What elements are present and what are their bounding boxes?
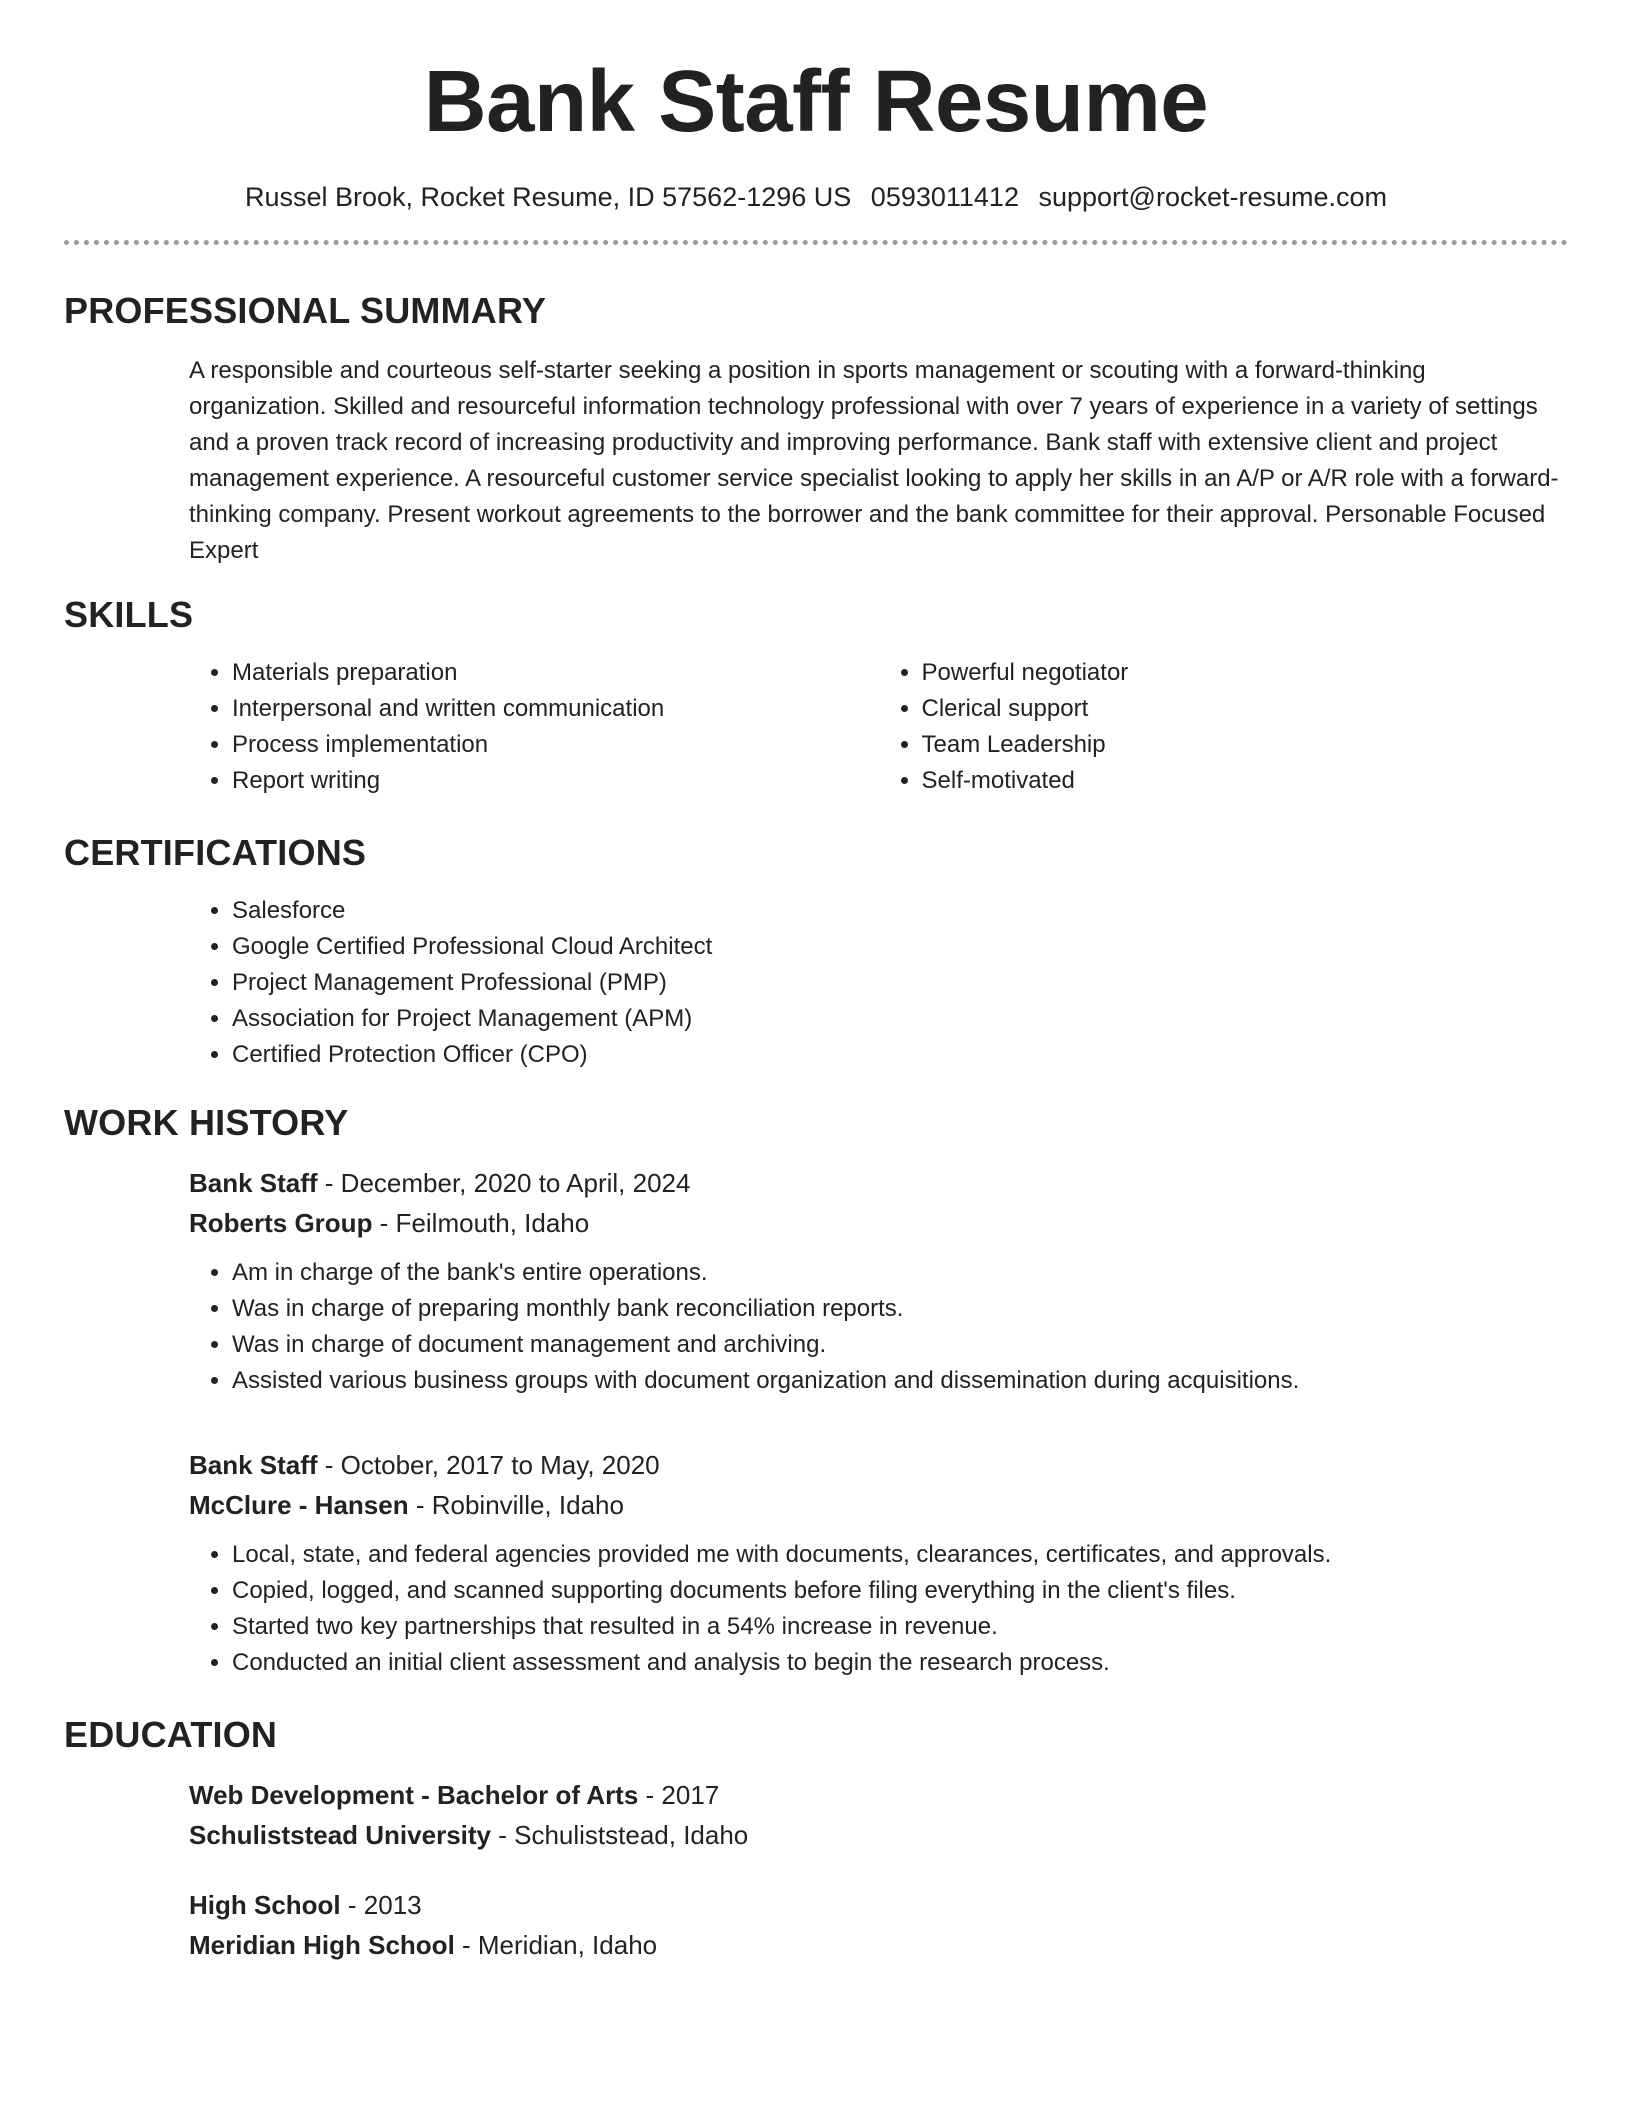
skill-item: • Report writing <box>232 763 879 799</box>
education-entry <box>189 1775 1568 1855</box>
certifications-list <box>189 893 1568 1073</box>
job-entry <box>189 1163 1568 1399</box>
job-dates: - October, 2017 to May, 2020 <box>317 1450 660 1480</box>
skills-column-left <box>189 655 879 799</box>
summary-heading: PROFESSIONAL SUMMARY <box>64 290 547 331</box>
job-title: Bank Staff <box>189 1450 318 1480</box>
skill-item: • Interpersonal and written communication <box>232 691 879 727</box>
skill-item: • Team Leadership <box>922 727 1569 763</box>
skill-item: • Self-motivated <box>922 763 1569 799</box>
skills-heading: SKILLS <box>64 594 194 635</box>
education-degree: High School <box>189 1890 341 1920</box>
job-company-line <box>189 1203 1568 1243</box>
skill-item: • Materials preparation <box>232 655 879 691</box>
skills-column-right <box>879 655 1569 799</box>
certification-item: • Association for Project Management (APM) <box>232 1001 1568 1037</box>
job-dates: - December, 2020 to April, 2024 <box>317 1168 691 1198</box>
job-duties <box>189 1255 1568 1399</box>
contact-address: Russel Brook, Rocket Resume, ID 57562-1296 US <box>244 182 852 212</box>
work-history-heading: WORK HISTORY <box>64 1102 349 1143</box>
certification-item: • Google Certified Professional Cloud Architect <box>232 929 1568 965</box>
job-duty-item: • Conducted an initial client assessment and analysis to begin the research process. <box>232 1645 1568 1681</box>
job-duty-item: • Was in charge of preparing monthly bank reconciliation reports. <box>232 1291 1568 1327</box>
contact-email: support@rocket-resume.com <box>1038 182 1388 212</box>
education-school-line <box>189 1925 1568 1965</box>
contact-phone: 0593011412 <box>870 182 1019 212</box>
education-school: Meridian High School <box>189 1930 455 1960</box>
job-duty-item: • Started two key partnerships that resulted in a 54% increase in revenue. <box>232 1609 1568 1645</box>
work-history-list <box>189 1163 1568 1681</box>
summary-text: A responsible and courteous self-starter seeking a position in sports management or scouting with a forward-thinking organization. Skilled and resourceful information technology professional with over 7 years of experience in a variety of settings and a proven track record of increasing productivity and improving performance. Bank staff with extensive client and project management experience. A resourceful customer service specialist looking to apply her skills in an A/P or A/R role with a forward-thinking company. Present workout agreements to the borrower and the bank committee for their approval. Personable Focused Expert <box>189 357 1559 564</box>
job-duty-item: • Assisted various business groups with document organization and dissemination during acquisitions. <box>232 1363 1568 1399</box>
skill-item: • Powerful negotiator <box>922 655 1569 691</box>
education-year: - 2017 <box>638 1780 720 1810</box>
contact-line <box>64 180 1568 214</box>
skill-item: • Process implementation <box>232 727 879 763</box>
certification-item: • Salesforce <box>232 893 1568 929</box>
certification-item: • Certified Protection Officer (CPO) <box>232 1037 1568 1073</box>
skills-list <box>189 655 1568 799</box>
job-title: Bank Staff <box>189 1168 318 1198</box>
education-degree-line <box>189 1775 1568 1815</box>
job-location: - Robinville, Idaho <box>408 1490 624 1520</box>
job-title-line <box>189 1445 1568 1485</box>
job-location: - Feilmouth, Idaho <box>372 1208 590 1238</box>
education-entry <box>189 1885 1568 1965</box>
job-duty-item: • Am in charge of the bank's entire operations. <box>232 1255 1568 1291</box>
job-entry <box>189 1445 1568 1681</box>
education-heading: EDUCATION <box>64 1714 278 1755</box>
education-school-line <box>189 1815 1568 1855</box>
education-location: - Meridian, Idaho <box>454 1930 658 1960</box>
header-divider <box>64 240 1568 245</box>
job-title-line <box>189 1163 1568 1203</box>
job-duty-item: • Was in charge of document management and archiving. <box>232 1327 1568 1363</box>
certification-item: • Project Management Professional (PMP) <box>232 965 1568 1001</box>
job-duty-item: • Local, state, and federal agencies provided me with documents, clearances, certificates, and approvals. <box>232 1537 1568 1573</box>
job-duties <box>189 1537 1568 1681</box>
education-list <box>189 1775 1568 1965</box>
skill-item: • Clerical support <box>922 691 1569 727</box>
education-year: - 2013 <box>340 1890 422 1920</box>
education-degree: Web Development - Bachelor of Arts <box>189 1780 639 1810</box>
resume-title: Bank Staff Resume <box>423 53 1209 150</box>
certifications-heading: CERTIFICATIONS <box>64 832 367 873</box>
job-duty-item: • Copied, logged, and scanned supporting documents before filing everything in the client's files. <box>232 1573 1568 1609</box>
education-school: Schuliststead University <box>189 1820 491 1850</box>
job-company-line <box>189 1485 1568 1525</box>
job-company: McClure - Hansen <box>189 1490 409 1520</box>
education-degree-line <box>189 1885 1568 1925</box>
education-location: - Schuliststead, Idaho <box>491 1820 749 1850</box>
job-company: Roberts Group <box>189 1208 373 1238</box>
